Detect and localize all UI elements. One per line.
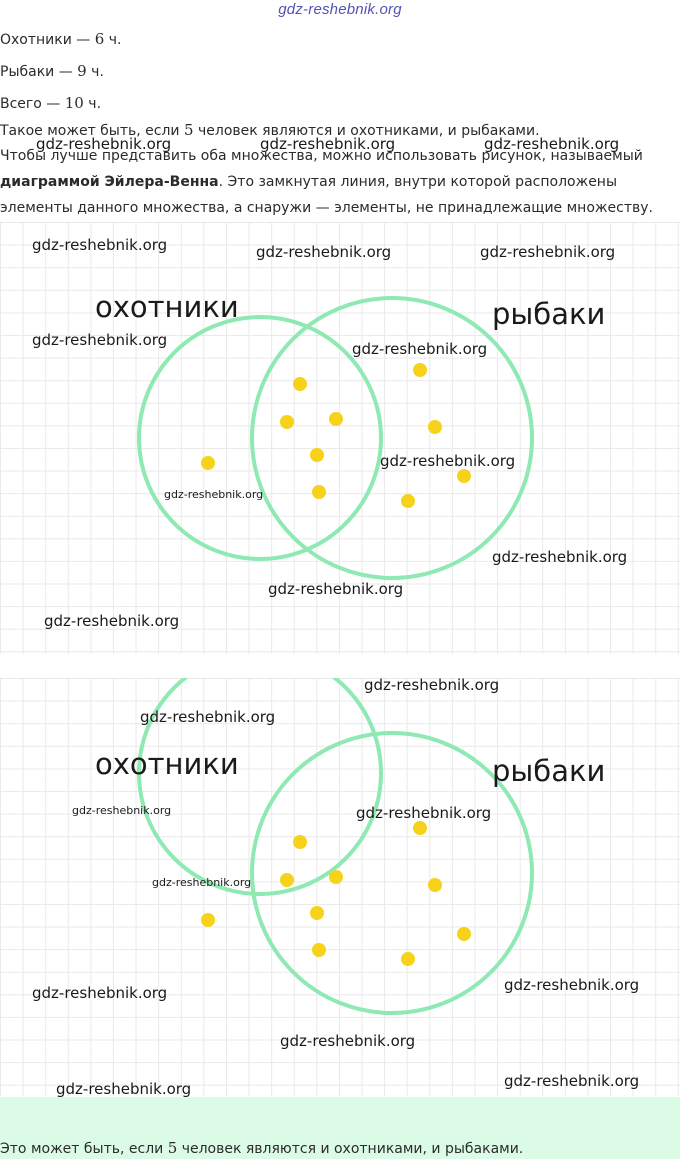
element-dot — [201, 456, 215, 470]
fact-unit: ч. — [91, 64, 104, 80]
element-dot — [312, 943, 326, 957]
fact-number: 10 — [64, 94, 84, 112]
element-dot — [201, 913, 215, 927]
watermark: gdz-reshebnik.org — [32, 331, 168, 349]
element-dot — [413, 821, 427, 835]
watermark: gdz-reshebnik.org — [268, 580, 404, 598]
site-link[interactable]: gdz-reshebnik.org — [278, 1, 402, 18]
watermark: gdz-reshebnik.org — [504, 976, 640, 994]
fishers-label: рыбаки — [492, 754, 606, 788]
element-dot — [310, 448, 324, 462]
watermark: gdz-reshebnik.org — [152, 876, 252, 889]
fact-unit: ч. — [108, 32, 122, 48]
element-dot — [329, 870, 343, 884]
watermark: gdz-reshebnik.org — [280, 1032, 416, 1050]
elements — [201, 363, 471, 508]
watermark: gdz-reshebnik.org — [484, 135, 620, 153]
element-dot — [293, 377, 307, 391]
watermark: gdz-reshebnik.org — [260, 135, 396, 153]
element-dot — [401, 494, 415, 508]
element-dot — [310, 906, 324, 920]
watermark: gdz-reshebnik.org — [164, 488, 264, 501]
fact-hunters — [0, 30, 121, 49]
element-dot — [280, 873, 294, 887]
watermark: gdz-reshebnik.org — [72, 804, 172, 817]
footer-before: Это может быть, если — [0, 1141, 164, 1157]
footer-number: 5 — [167, 1139, 178, 1157]
fact-number: 9 — [77, 62, 87, 80]
fishers-label: рыбаки — [492, 297, 606, 331]
fact-total — [0, 94, 101, 113]
element-dot — [413, 363, 427, 377]
watermark: gdz-reshebnik.org — [256, 243, 392, 261]
hunters-label: охотники — [95, 290, 239, 324]
fact-label: Охотники — — [0, 32, 91, 48]
intro-after: . Это замкнутая линия, внутри которой расположены элементы данного множества, а снаружи — элементы, не принадлежащие множеству. — [0, 174, 653, 216]
watermark: gdz-reshebnik.org — [380, 452, 516, 470]
watermark: gdz-reshebnik.org — [44, 612, 180, 630]
footer-conclusion — [0, 1139, 523, 1157]
conclusion-after: человек являются и охотниками, и рыбаками. — [197, 123, 540, 139]
conclusion-number: 5 — [183, 121, 194, 139]
element-dot — [457, 469, 471, 483]
intro-term: диаграммой Эйлера-Венна — [0, 174, 219, 190]
fishers-circle — [252, 733, 532, 1013]
watermark: gdz-reshebnik.org — [56, 1080, 192, 1098]
element-dot — [428, 420, 442, 434]
footer-after: человек являются и охотниками, и рыбаками. — [181, 1141, 524, 1157]
fact-unit: ч. — [88, 96, 102, 112]
watermark: gdz-reshebnik.org — [480, 243, 616, 261]
intro-paragraph — [0, 143, 680, 221]
element-dot — [401, 952, 415, 966]
hunters-label: охотники — [95, 747, 239, 781]
watermark: gdz-reshebnik.org — [32, 984, 168, 1002]
element-dot — [329, 412, 343, 426]
fact-number: 6 — [94, 30, 105, 48]
intro-before: Чтобы лучше представить оба множества, можно использовать рисунок, называемый — [0, 148, 643, 164]
element-dot — [293, 835, 307, 849]
element-dot — [457, 927, 471, 941]
element-dot — [428, 878, 442, 892]
fact-fishers — [0, 62, 104, 81]
fact-label: Рыбаки — — [0, 64, 73, 80]
watermark: gdz-reshebnik.org — [36, 135, 172, 153]
element-dot — [280, 415, 294, 429]
watermark: gdz-reshebnik.org — [504, 1072, 640, 1090]
watermark: gdz-reshebnik.org — [32, 236, 168, 254]
watermark: gdz-reshebnik.org — [356, 804, 492, 822]
watermark: gdz-reshebnik.org — [364, 676, 500, 694]
hunters-circle — [139, 317, 381, 559]
conclusion-before: Такое может быть, если — [0, 123, 180, 139]
element-dot — [312, 485, 326, 499]
watermark: gdz-reshebnik.org — [140, 708, 276, 726]
watermark: gdz-reshebnik.org — [352, 340, 488, 358]
watermark: gdz-reshebnik.org — [492, 548, 628, 566]
fact-label: Всего — — [0, 96, 61, 112]
